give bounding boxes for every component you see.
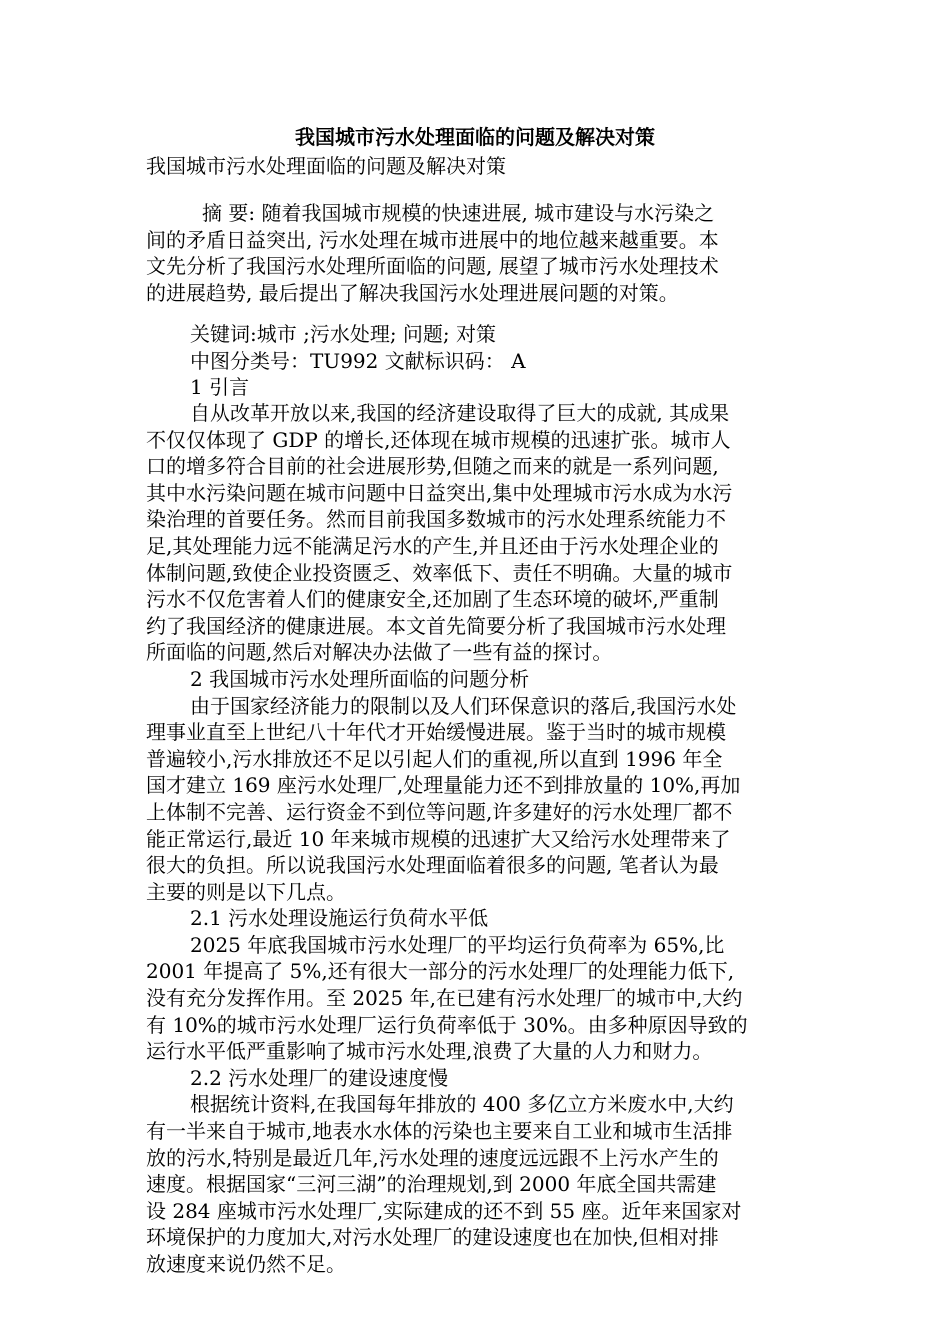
body-line: 有一半来自于城市,地表水水体的污染也主要来自工业和城市生活排 — [146, 1119, 733, 1144]
body-line: 普遍较小,污水排放还不足以引起人们的重视,所以直到 1996 年全 — [146, 746, 723, 771]
body-line: 所面临的问题,然后对解决办法做了一些有益的探讨。 — [146, 640, 613, 665]
body-line: 根据统计资料,在我国每年排放的 400 多亿立方米废水中,大约 — [190, 1092, 734, 1117]
body-line: 上体制不完善、运行资金不到位等问题,许多建好的污水处理厂都不 — [146, 799, 733, 824]
body-line: 有 10%的城市污水处理厂运行负荷率低于 30%。由多种原因导致的 — [146, 1012, 748, 1037]
body-line: 2025 年底我国城市污水处理厂的平均运行负荷率为 65%,比 — [190, 932, 725, 957]
body-line: 运行水平低严重影响了城市污水处理,浪费了大量的人力和财力。 — [146, 1039, 713, 1064]
abstract-line: 的进展趋势, 最后提出了解决我国污水处理进展问题的对策。 — [146, 280, 679, 305]
abstract-line: 摘 要: 随着我国城市规模的快速进展, 城市建设与水污染之 — [202, 201, 715, 225]
classification-line: 中图分类号：TU992 文献标识码： A — [190, 348, 526, 373]
body-line: 国才建立 169 座污水处理厂,处理量能力还不到排放量的 10%,再加 — [146, 773, 741, 798]
body-line: 染治理的首要任务。然而目前我国多数城市的污水处理系统能力不 — [146, 507, 726, 532]
body-line: 理事业直至上世纪八十年代才开始缓慢进展。鉴于当时的城市规模 — [146, 720, 726, 745]
abstract-line: 间的矛盾日益突出, 污水处理在城市进展中的地位越来越重要。本 — [146, 227, 719, 252]
body-line: 足,其处理能力远不能满足污水的产生,并且还由于污水处理企业的 — [146, 533, 719, 558]
body-line: 自从改革开放以来,我国的经济建设取得了巨大的成就, 其成果 — [190, 401, 730, 425]
body-line: 速度。根据国家“三河三湖”的治理规划,到 2000 年底全国共需建 — [146, 1172, 717, 1197]
body-line: 环境保护的力度加大,对污水处理厂的建设速度也在加快,但相对排 — [146, 1225, 719, 1250]
document-title: 我国城市污水处理面临的问题及解决对策 — [295, 125, 655, 149]
body-line: 不仅仅体现了 GDP 的增长,还体现在城市规模的迅速扩张。城市人 — [146, 427, 731, 452]
body-line: 由于国家经济能力的限制以及人们环保意识的落后,我国污水处 — [190, 693, 737, 718]
body-line: 能正常运行,最近 10 年来城市规模的迅速扩大又给污水处理带来了 — [146, 826, 731, 851]
keywords-line: 关键词:城市 ;污水处理; 问题; 对策 — [190, 322, 497, 346]
body-line: 很大的负担。所以说我国污水处理面临着很多的问题, 笔者认为最 — [146, 853, 719, 878]
section-heading-intro: 1 引言 — [190, 375, 250, 400]
section-heading-2-2: 2.2 污水处理厂的建设速度慢 — [190, 1065, 449, 1090]
abstract-line: 文先分析了我国污水处理所面临的问题, 展望了城市污水处理技术 — [146, 254, 719, 279]
document-subtitle: 我国城市污水处理面临的问题及解决对策 — [146, 154, 506, 178]
body-line: 设 284 座城市污水处理厂,实际建成的还不到 55 座。近年来国家对 — [146, 1198, 742, 1223]
body-line: 2001 年提高了 5%,还有很大一部分的污水处理厂的处理能力低下, — [146, 959, 735, 984]
intro-paragraph — [146, 400, 810, 1278]
body-line: 其中水污染问题在城市问题中日益突出,集中处理城市污水成为水污 — [146, 480, 733, 505]
body-line: 体制问题,致使企业投资匮乏、效率低下、责任不明确。大量的城市 — [146, 560, 733, 585]
body-line: 约了我国经济的健康进展。本文首先简要分析了我国城市污水处理 — [146, 613, 726, 638]
body-line: 放的污水,特别是最近几年,污水处理的速度远远跟不上污水产生的 — [146, 1145, 719, 1170]
body-line: 主要的则是以下几点。 — [146, 879, 346, 904]
body-line: 没有充分发挥作用。至 2025 年,在已建有污水处理厂的城市中,大约 — [146, 986, 743, 1011]
body-line: 放速度来说仍然不足。 — [146, 1252, 346, 1276]
abstract-paragraph — [146, 200, 810, 306]
meta-block — [146, 321, 810, 401]
section-heading-2-1: 2.1 污水处理设施运行负荷水平低 — [190, 906, 489, 931]
body-line: 污水不仅危害着人们的健康安全,还加剧了生态环境的破坏,严重制 — [146, 587, 719, 612]
section-heading-2: 2 我国城市污水处理所面临的问题分析 — [190, 666, 530, 691]
body-line: 口的增多符合目前的社会进展形势,但随之而来的就是一系列问题, — [146, 454, 719, 479]
